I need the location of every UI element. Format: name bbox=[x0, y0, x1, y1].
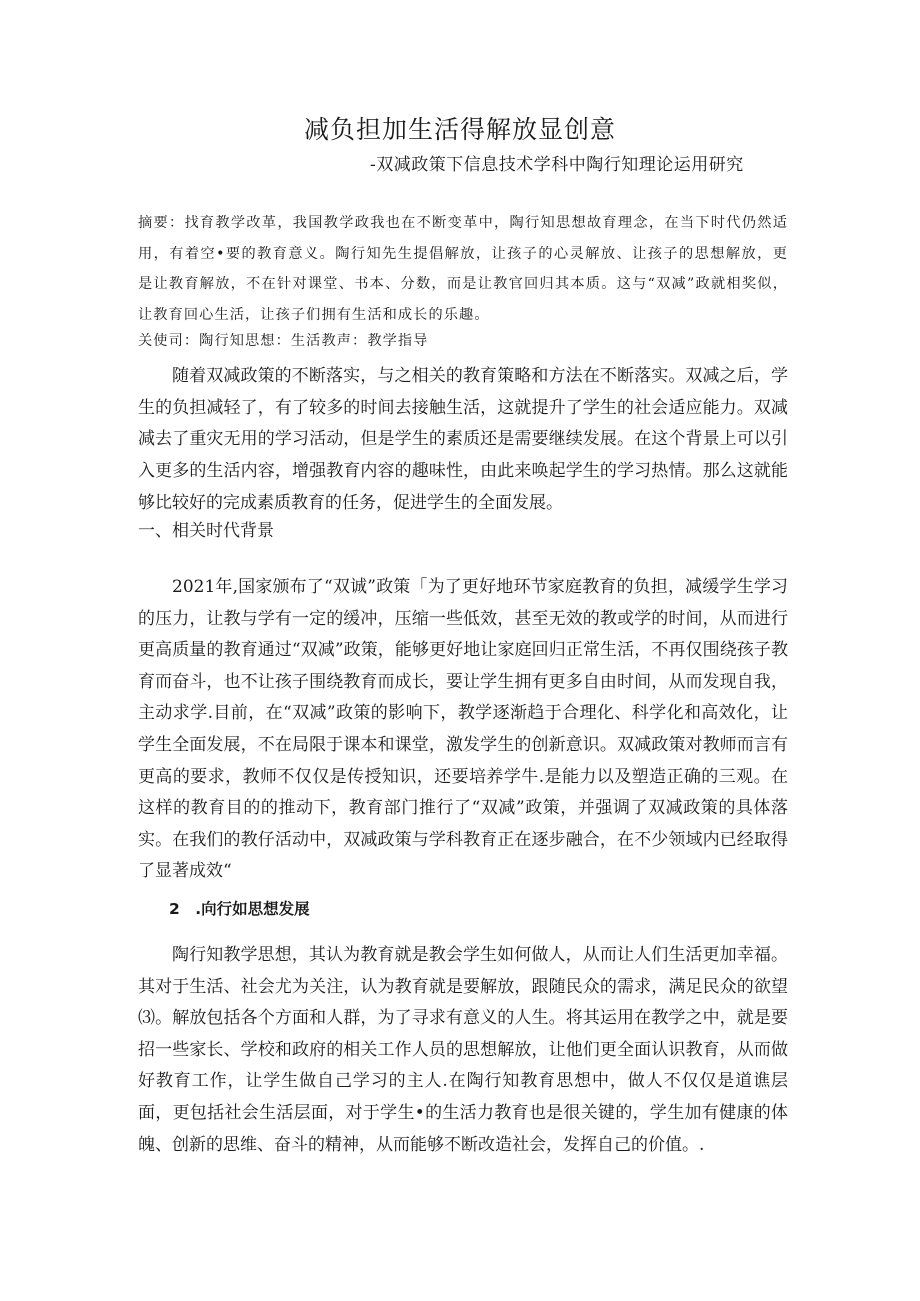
abstract-text: 摘要：找育教学改革，我国教学政我也在不断变革中，陶行知思想故育理念，在当下时代仍然适用，有着空•要的教育意义。陶行知先生提倡解放，让孩子的心灵解放、让孩子的思想解放，更是让教育解放，不在针对课堂、书本、分数，而是让教官回归其本质。这与“双减”政就相奖似，让教育回心生活，让孩子们拥有生活和成长的乐趣。 bbox=[138, 215, 788, 323]
thought-paragraph: 陶行知教学思想，其认为教育就是教会学生如何做人，从而让人们生活更加幸福。其对于生活、社会尤为关注，认为教育就是要解放，跟随民众的需求，满足民众的欲望⑶。解放包括各个方面和人群，为了寻求有意义的人生。将其运用在教学之中，就是要招一些家长、学校和政府的相关工作人员的思想解放，让他们更全面认识教育，从而做好教育工作，让学生做自己学习的主人.在陶行知教育思想中，做人不仅仅是道谯层面，更包括社会生活层面，对于学生•的生活力教育也是很关键的，学生加有健康的体魄、创新的思维、奋斗的精神，从而能够不断改造社会，发挥自己的价值。. bbox=[138, 945, 788, 1155]
document-subtitle: -双减政策下信息技术学科中陶行知理论运用研究 bbox=[370, 155, 744, 175]
document-title: 减负担加生活得解放显创意 bbox=[303, 115, 616, 144]
section-heading-thought: 2 .向行如思想发展 bbox=[169, 900, 310, 918]
section-heading-background: 一、相关时代背景 bbox=[138, 521, 274, 541]
background-paragraph: 2021年,国家颁布了“双诚”政策「为了更好地环节家庭教育的负担，减缓学生学习的压力，让教与学有一定的缓冲，压缩一些低效，甚至无效的教或学的时间，从而进行更高质量的教育通过“双减”政策，能够更好地让家庭回归正常生活，不再仅围绕孩子教育而奋斗，也不让孩子围绕教育而成长，要让学生拥有更多自由时间，从而发现自我，主动求学.目前，在“双减”政策的影响下，教学逐渐趋于合理化、科学化和高效化，让学生全面发展，不在局限于课本和课堂，激发学生的创新意识。双减政策对教师而言有更高的要求，教师不仅仅是传授知识，还要培养学牛.是能力以及塑造正确的三观。在这样的教育目的的推动下，教育部门推行了“双减”政策，并强调了双减政策的具体落实。在我们的教仔活动中，双减政策与学科教育正在逐步融合，在不少领域内已经取得了显著成效“ bbox=[138, 577, 788, 882]
intro-paragraph: 随着双减政策的不断落实，与之相关的教育策略和方法在不断落实。双减之后，学生的负担减轻了，有了较多的时间去接触生活，这就提升了学生的社会适应能力。双减减去了重灾无用的学习活动，但是学生的素质还是需要继续发展。在这个背景上可以引入更多的生活内容，增强教育内容的趣味性，由此来唤起学生的学习热情。那么这就能够比较好的完成素质教育的任务，促进学生的全面发展。 bbox=[138, 366, 788, 513]
keywords-text: 关使司：陶行知思想：生活教声：教学指导 bbox=[138, 333, 429, 349]
